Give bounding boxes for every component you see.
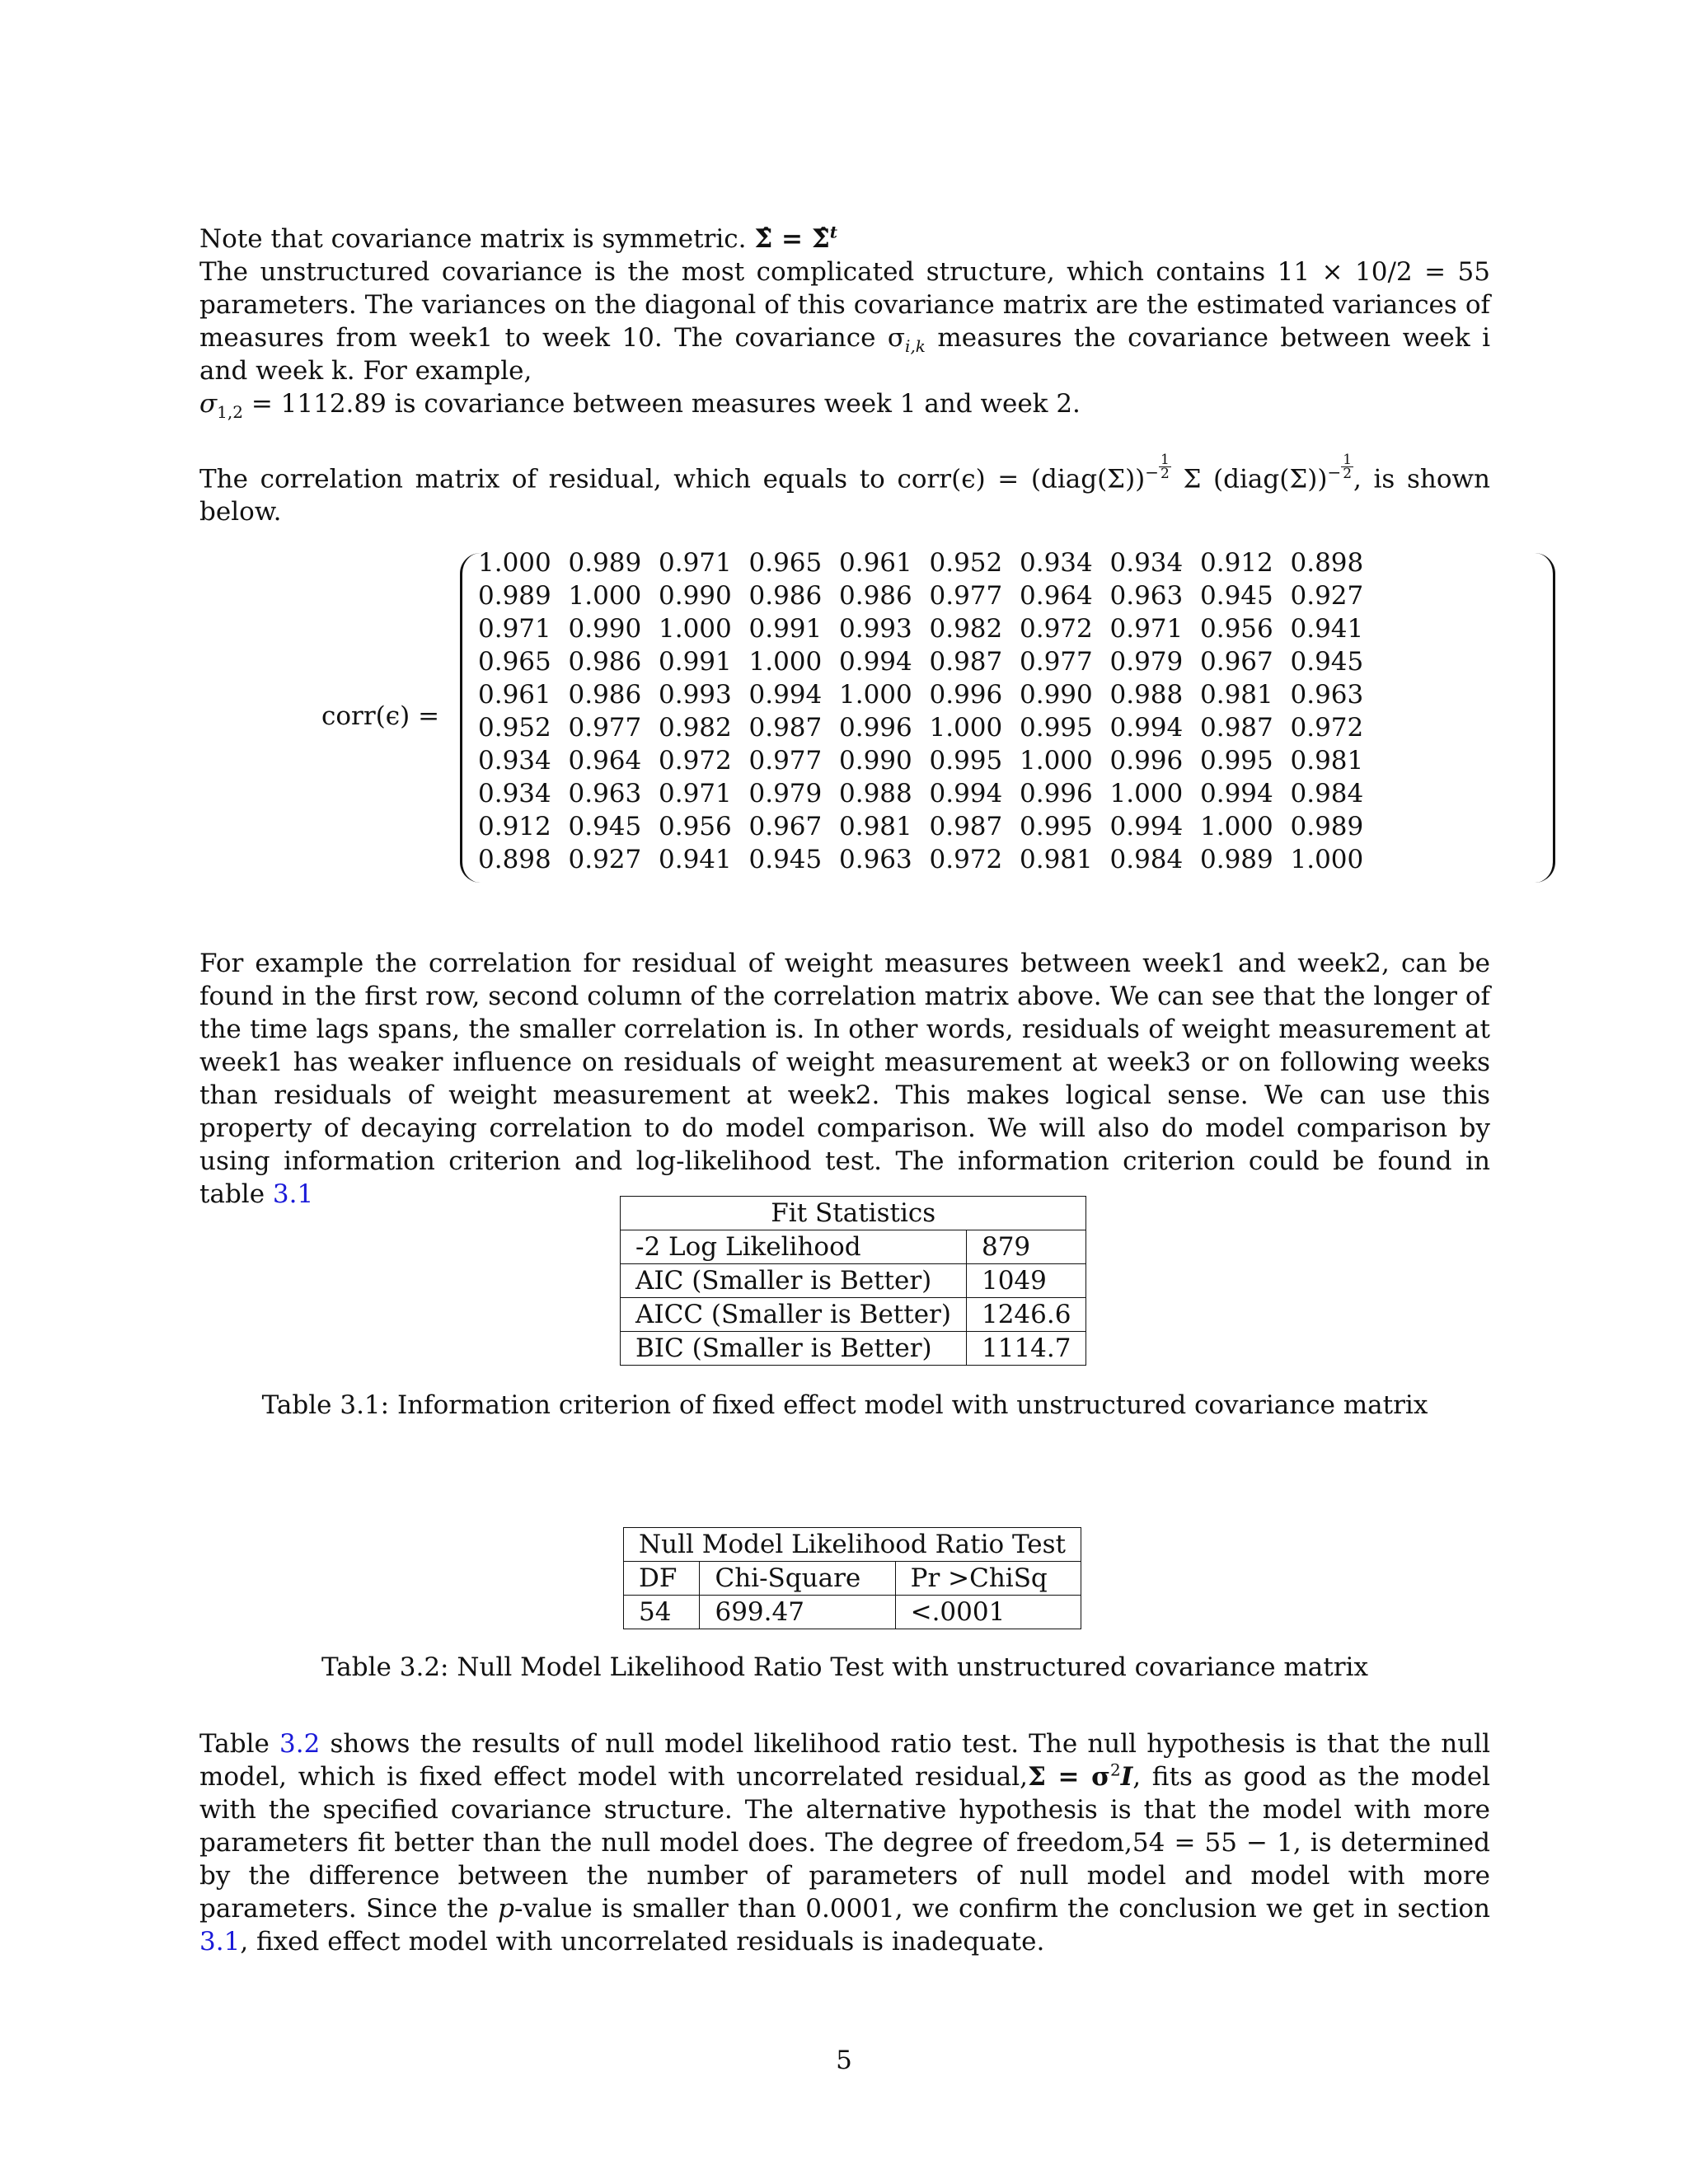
matrix-row: [478, 777, 1381, 810]
fit-statistics-header: Fit Statistics: [621, 1197, 1086, 1230]
matrix-cell: 0.986: [568, 680, 642, 710]
intro-paragraph: Note that covariance matrix is symmetric. Σ̂ = Σ̂$^t$ The unstructured covariance is the most complicated structure, which contains 11 × 10/2 = 55 parameters. The variances on the diagonal of this covariance matrix are the estimated variances of measures from week1 to week 10. The covariance $\sigma_{i,k}$ measures the covariance between week i and week k. For example, $\sigma_{1,2} = 1112.89$ is covariance between measures week 1 and week 2.: [199, 222, 1490, 423]
right-paren: [1535, 553, 1555, 883]
matrix-cell: 0.945: [748, 845, 823, 875]
page-number: 5: [836, 2046, 852, 2075]
table-row: [621, 1230, 1086, 1264]
matrix-cell: 0.977: [929, 581, 1003, 612]
matrix-cell: 0.963: [1290, 680, 1364, 710]
matrix-cell: 0.972: [1020, 614, 1093, 644]
matrix-cell: 0.945: [568, 812, 642, 842]
fit-statistics-table: [620, 1196, 1086, 1366]
matrix-cell: 0.987: [929, 812, 1003, 842]
matrix-cell: 0.977: [748, 746, 823, 776]
matrix-cell: 0.898: [478, 845, 551, 875]
matrix-cell: 0.945: [1200, 581, 1273, 612]
matrix-cell: 0.934: [1109, 548, 1184, 579]
matrix-cell: 0.971: [659, 548, 732, 579]
matrix-cell: 0.979: [1109, 647, 1184, 677]
table-row: [621, 1264, 1086, 1298]
matrix-cell: 0.961: [839, 548, 912, 579]
stat-label: AIC (Smaller is Better): [621, 1264, 967, 1298]
correlation-matrix: [199, 546, 1490, 893]
matrix-row: [478, 678, 1381, 711]
matrix-cell: 0.994: [1200, 779, 1273, 809]
matrix-cell: 0.941: [659, 845, 732, 875]
matrix-cell: 0.971: [659, 779, 732, 809]
column-header: DF: [624, 1562, 700, 1596]
matrix-cell: 0.994: [1109, 812, 1184, 842]
matrix-cell: 1.000: [1020, 746, 1093, 776]
matrix-cell: 0.987: [748, 713, 823, 743]
matrix-cell: 0.982: [659, 713, 732, 743]
section-ref-link[interactable]: 3.1: [199, 1927, 241, 1957]
matrix-cell: 0.945: [1290, 647, 1364, 677]
matrix-cell: 0.996: [929, 680, 1003, 710]
table1-caption: Table 3.1: Information criterion of fixed effect model with unstructured covariance matrix: [261, 1390, 1428, 1420]
null-model-header: Null Model Likelihood Ratio Test: [624, 1528, 1081, 1562]
matrix-cell: 0.934: [478, 746, 551, 776]
matrix-cell: 0.952: [478, 713, 551, 743]
matrix-cell: 0.989: [1200, 845, 1273, 875]
unstructured-text: The unstructured covariance is the most complicated structure, which contains 11 × 10/2 = 55 parameters. The variances on the diagonal of this covariance matrix are the estimated variances of measures from week1 to week 10. The covariance σ: [199, 257, 1490, 353]
intro-text: Note that covariance matrix is symmetric.: [199, 224, 747, 254]
matrix-cell: 0.988: [1109, 680, 1184, 710]
matrix-cell: 0.984: [1290, 779, 1364, 809]
matrix-cell: 1.000: [839, 680, 912, 710]
matrix-cell: 0.952: [929, 548, 1003, 579]
table-row: [621, 1298, 1086, 1332]
matrix-cell: 0.971: [478, 614, 551, 644]
matrix-row: [478, 843, 1381, 876]
matrix-cell: 1.000: [478, 548, 551, 579]
matrix-cell: 0.971: [1109, 614, 1184, 644]
table-cell: 699.47: [700, 1596, 895, 1629]
matrix-cell: 0.982: [929, 614, 1003, 644]
matrix-cell: 0.993: [839, 614, 912, 644]
stat-label: AICC (Smaller is Better): [621, 1298, 967, 1332]
column-header: Chi-Square: [700, 1562, 895, 1596]
matrix-cell: 0.995: [1200, 746, 1273, 776]
table-ref-link[interactable]: 3.1: [272, 1179, 314, 1210]
stat-value: 1114.7: [966, 1332, 1085, 1366]
matrix-cell: 0.986: [568, 647, 642, 677]
column-header: Pr >ChiSq: [895, 1562, 1081, 1596]
matrix-cell: 0.995: [1020, 812, 1093, 842]
matrix-cell: 0.956: [659, 812, 732, 842]
matrix-cell: 0.965: [748, 548, 823, 579]
matrix-cell: 0.984: [1109, 845, 1184, 875]
matrix-cell: 0.990: [568, 614, 642, 644]
matrix-row: [478, 744, 1381, 777]
matrix-row: [478, 579, 1381, 612]
matrix-cell: 0.964: [1020, 581, 1093, 612]
matrix-table: [478, 546, 1381, 876]
matrix-cell: 0.986: [748, 581, 823, 612]
stat-value: 879: [966, 1230, 1085, 1264]
matrix-cell: 0.927: [1290, 581, 1364, 612]
matrix-cell: 1.000: [1109, 779, 1184, 809]
matrix-cell: 0.941: [1290, 614, 1364, 644]
matrix-cell: 0.995: [929, 746, 1003, 776]
matrix-cell: 0.967: [748, 812, 823, 842]
matrix-cell: 0.988: [839, 779, 912, 809]
matrix-row: [478, 612, 1381, 645]
matrix-cell: 0.990: [1020, 680, 1093, 710]
matrix-cell: 0.991: [748, 614, 823, 644]
stat-value: 1049: [966, 1264, 1085, 1298]
matrix-cell: 0.964: [568, 746, 642, 776]
matrix-cell: 0.965: [478, 647, 551, 677]
matrix-cell: 1.000: [1290, 845, 1364, 875]
table-cell: 54: [624, 1596, 700, 1629]
matrix-cell: 0.994: [839, 647, 912, 677]
matrix-cell: 0.963: [1109, 581, 1184, 612]
matrix-cell: 0.987: [929, 647, 1003, 677]
matrix-cell: 0.989: [568, 548, 642, 579]
matrix-cell: 0.967: [1200, 647, 1273, 677]
matrix-cell: 1.000: [568, 581, 642, 612]
matrix-cell: 0.989: [1290, 812, 1364, 842]
matrix-cell: 0.972: [929, 845, 1003, 875]
sigma-equation: Σ̂ = Σ̂$^t$: [754, 222, 837, 254]
matrix-cell: 0.981: [1290, 746, 1364, 776]
matrix-cell: 0.996: [1109, 746, 1184, 776]
stat-label: BIC (Smaller is Better): [621, 1332, 967, 1366]
matrix-cell: 1.000: [748, 647, 823, 677]
matrix-cell: 0.912: [1200, 548, 1273, 579]
matrix-cell: 0.977: [1020, 647, 1093, 677]
matrix-cell: 0.912: [478, 812, 551, 842]
stat-label: -2 Log Likelihood: [621, 1230, 967, 1264]
matrix-cell: 1.000: [1200, 812, 1273, 842]
matrix-cell: 0.986: [839, 581, 912, 612]
matrix-cell: 1.000: [659, 614, 732, 644]
matrix-row: [478, 810, 1381, 843]
matrix-cell: 0.994: [748, 680, 823, 710]
matrix-cell: 0.990: [659, 581, 732, 612]
stat-value: 1246.6: [966, 1298, 1085, 1332]
table-cell: <.0001: [895, 1596, 1081, 1629]
corr-sentence: The correlation matrix of residual, which equals to corr(ϵ) = (diag(Σ))− $\frac{1}{2}$ Σ (diag(Σ))− $\frac{1}{2}$ , is shown below.: [199, 452, 1490, 527]
matrix-cell: 0.996: [1020, 779, 1093, 809]
matrix-cell: 0.961: [478, 680, 551, 710]
matrix-cell: 0.981: [839, 812, 912, 842]
matrix-row: [478, 711, 1381, 744]
matrix-cell: 0.898: [1290, 548, 1364, 579]
conclusion-paragraph: Table 3.2 shows the results of null model likelihood ratio test. The null hypothesis is that the null model, which is fixed effect model with uncorrelated residual,Σ = $\sigma^2I$, fits as good as the model with the specified covariance structure. The alternative hypothesis is that the model with more parameters fit better than the null model does. The degree of freedom,54 = 55 − 1, is determined by the difference between the number of parameters of null model and model with more parameters. Since the p-value is smaller than 0.0001, we confirm the conclusion we get in section 3.1, fixed effect model with uncorrelated residuals is inadequate.: [199, 1729, 1491, 1957]
matrix-cell: 0.991: [659, 647, 732, 677]
matrix-cell: 0.995: [1020, 713, 1093, 743]
matrix-cell: 0.934: [478, 779, 551, 809]
matrix-cell: 0.963: [568, 779, 642, 809]
matrix-label: corr(ϵ) =: [321, 701, 440, 732]
matrix-cell: 0.987: [1200, 713, 1273, 743]
matrix-cell: 0.996: [839, 713, 912, 743]
matrix-cell: 0.981: [1020, 845, 1093, 875]
table2-caption: Table 3.2: Null Model Likelihood Ratio Test with unstructured covariance matrix: [321, 1652, 1368, 1682]
matrix-cell: 0.977: [568, 713, 642, 743]
matrix-cell: 0.990: [839, 746, 912, 776]
table-row: [621, 1332, 1086, 1366]
matrix-cell: 0.972: [659, 746, 732, 776]
matrix-cell: 0.963: [839, 845, 912, 875]
table-ref-link-2[interactable]: 3.2: [279, 1729, 321, 1759]
matrix-cell: 0.927: [568, 845, 642, 875]
matrix-cell: 0.956: [1200, 614, 1273, 644]
matrix-cell: 0.994: [929, 779, 1003, 809]
matrix-cell: 0.989: [478, 581, 551, 612]
matrix-row: [478, 645, 1381, 678]
null-model-table: [623, 1527, 1081, 1629]
matrix-cell: 1.000: [929, 713, 1003, 743]
matrix-cell: 0.972: [1290, 713, 1364, 743]
matrix-cell: 0.994: [1109, 713, 1184, 743]
matrix-cell: 0.981: [1200, 680, 1273, 710]
matrix-row: [478, 546, 1381, 579]
matrix-cell: 0.934: [1020, 548, 1093, 579]
matrix-cell: 0.979: [748, 779, 823, 809]
explanation-paragraph: For example the correlation for residual of weight measures between week1 and week2, can be found in the first row, second column of the correlation matrix above. We can see that the longer of the time lags spans, the smaller correlation is. In other words, residuals of weight measurement at week1 has weaker influence on residuals of weight measurement at week3 or on following weeks than residuals of weight measurement at week2. This makes logical sense. We can use this property of decaying correlation to do model comparison. We will also do model comparison by using information criterion and log-likelihood test. The information criterion could be found in table 3.1: [199, 949, 1490, 1210]
page-body: [199, 222, 1491, 1957]
matrix-cell: 0.993: [659, 680, 732, 710]
